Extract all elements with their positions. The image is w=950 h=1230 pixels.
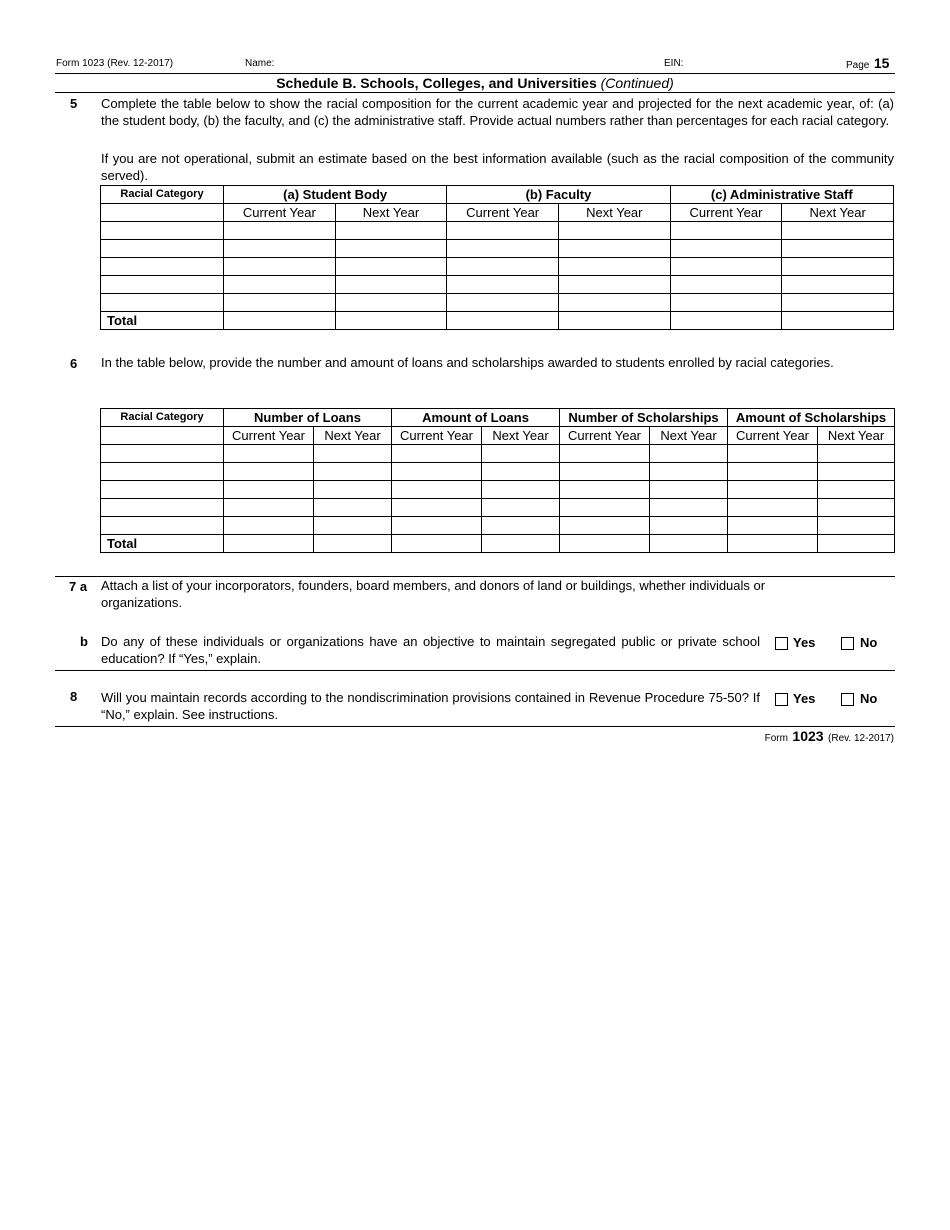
amount-of-loans-header: Amount of Loans xyxy=(392,409,560,427)
total-label: Total xyxy=(101,535,224,553)
amount-of-scholarships-header: Amount of Scholarships xyxy=(728,409,895,427)
q8-no-checkbox[interactable] xyxy=(841,693,854,706)
col-current-year: Current Year xyxy=(392,427,482,445)
col-current-year: Current Year xyxy=(224,427,314,445)
q7a-text: Attach a list of your incorporators, founders, board members, and donors of land or buildings, whether individuals or organizations. xyxy=(101,578,766,610)
q7b-no-label: No xyxy=(860,635,878,650)
col-next-year: Next Year xyxy=(782,204,894,222)
q8-text: Will you maintain records according to the nondiscrimination provisions contained in Revenue Procedure 75-50? If “No,” explain. See instructions. xyxy=(101,690,760,722)
col-current-year: Current Year xyxy=(224,204,336,222)
col-current-year: Current Year xyxy=(560,427,650,445)
q5-text-estimate: If you are not operational, submit an estimate based on the best information available (such as the racial composition of the community served). xyxy=(101,151,894,183)
schedule-title: Schedule B. Schools, Colleges, and Universities xyxy=(276,75,597,91)
number-of-scholarships-header: Number of Scholarships xyxy=(560,409,728,427)
col-next-year: Next Year xyxy=(558,204,670,222)
table-row xyxy=(101,222,894,240)
schedule-continued: (Continued) xyxy=(600,75,674,91)
footer xyxy=(765,728,894,746)
admin-staff-header: (c) Administrative Staff xyxy=(670,186,893,204)
col-current-year: Current Year xyxy=(447,204,559,222)
q7b-text: Do any of these individuals or organizations have an objective to maintain segregated public or private school education? If “Yes,” explain. xyxy=(101,634,760,666)
ein-label: EIN: xyxy=(664,58,684,69)
q5-text: Complete the table below to show the racial composition for the current academic year and projected for the next academic year, of: (a) the student body, (b) the faculty, and (c) the administrative staff. Provide actual numbers rather than percentages for each racial category. xyxy=(101,96,894,128)
table-row xyxy=(101,499,895,517)
col-next-year: Next Year xyxy=(335,204,447,222)
table-row xyxy=(101,294,894,312)
total-row xyxy=(101,535,895,553)
col-current-year: Current Year xyxy=(670,204,782,222)
footer-form-number: 1023 xyxy=(792,728,824,744)
total-label: Total xyxy=(101,312,224,330)
table-row xyxy=(101,517,895,535)
table-row xyxy=(101,445,895,463)
q8-number: 8 xyxy=(70,689,78,704)
col-next-year: Next Year xyxy=(650,427,728,445)
q7b-number: b xyxy=(80,634,88,649)
title-rule xyxy=(55,92,895,93)
col-current-year: Current Year xyxy=(728,427,818,445)
q8-yes-label: Yes xyxy=(793,691,816,706)
col-next-year: Next Year xyxy=(482,427,560,445)
total-row xyxy=(101,312,894,330)
q7b-yes-checkbox[interactable] xyxy=(775,637,788,650)
name-label: Name: xyxy=(245,58,275,69)
racial-category-header: Racial Category xyxy=(101,409,224,427)
q7a-number: 7 a xyxy=(69,579,88,594)
racial-category-header: Racial Category xyxy=(101,186,224,204)
q7b-yes-label: Yes xyxy=(793,635,816,650)
page-number: 15 xyxy=(873,55,890,71)
q8-yes-checkbox[interactable] xyxy=(775,693,788,706)
number-of-loans-header: Number of Loans xyxy=(224,409,392,427)
footer-form-label: Form xyxy=(764,733,788,744)
form-id: Form 1023 (Rev. 12-2017) xyxy=(56,58,174,69)
page-label: Page xyxy=(846,60,870,71)
racial-composition-table xyxy=(100,185,894,330)
q7b-no-checkbox[interactable] xyxy=(841,637,854,650)
faculty-header: (b) Faculty xyxy=(447,186,670,204)
q8-no-label: No xyxy=(860,691,878,706)
student-body-header: (a) Student Body xyxy=(224,186,447,204)
loans-scholarships-table xyxy=(100,408,895,553)
col-next-year: Next Year xyxy=(314,427,392,445)
q6-number: 6 xyxy=(70,356,78,371)
col-next-year: Next Year xyxy=(818,427,895,445)
header-rule xyxy=(55,73,895,74)
table-row xyxy=(101,463,895,481)
q6-text: In the table below, provide the number and amount of loans and scholarships awarded to students enrolled by racial categories. xyxy=(101,355,834,370)
q5-number: 5 xyxy=(70,96,78,111)
table-row xyxy=(101,240,894,258)
table-row xyxy=(101,276,894,294)
schedule-title-wrap xyxy=(0,75,950,91)
table-row xyxy=(101,258,894,276)
footer-rule xyxy=(55,726,895,727)
q8-rule xyxy=(55,670,895,671)
footer-rev: (Rev. 12-2017) xyxy=(828,733,894,744)
table-row xyxy=(101,481,895,499)
page-indicator xyxy=(846,55,889,73)
